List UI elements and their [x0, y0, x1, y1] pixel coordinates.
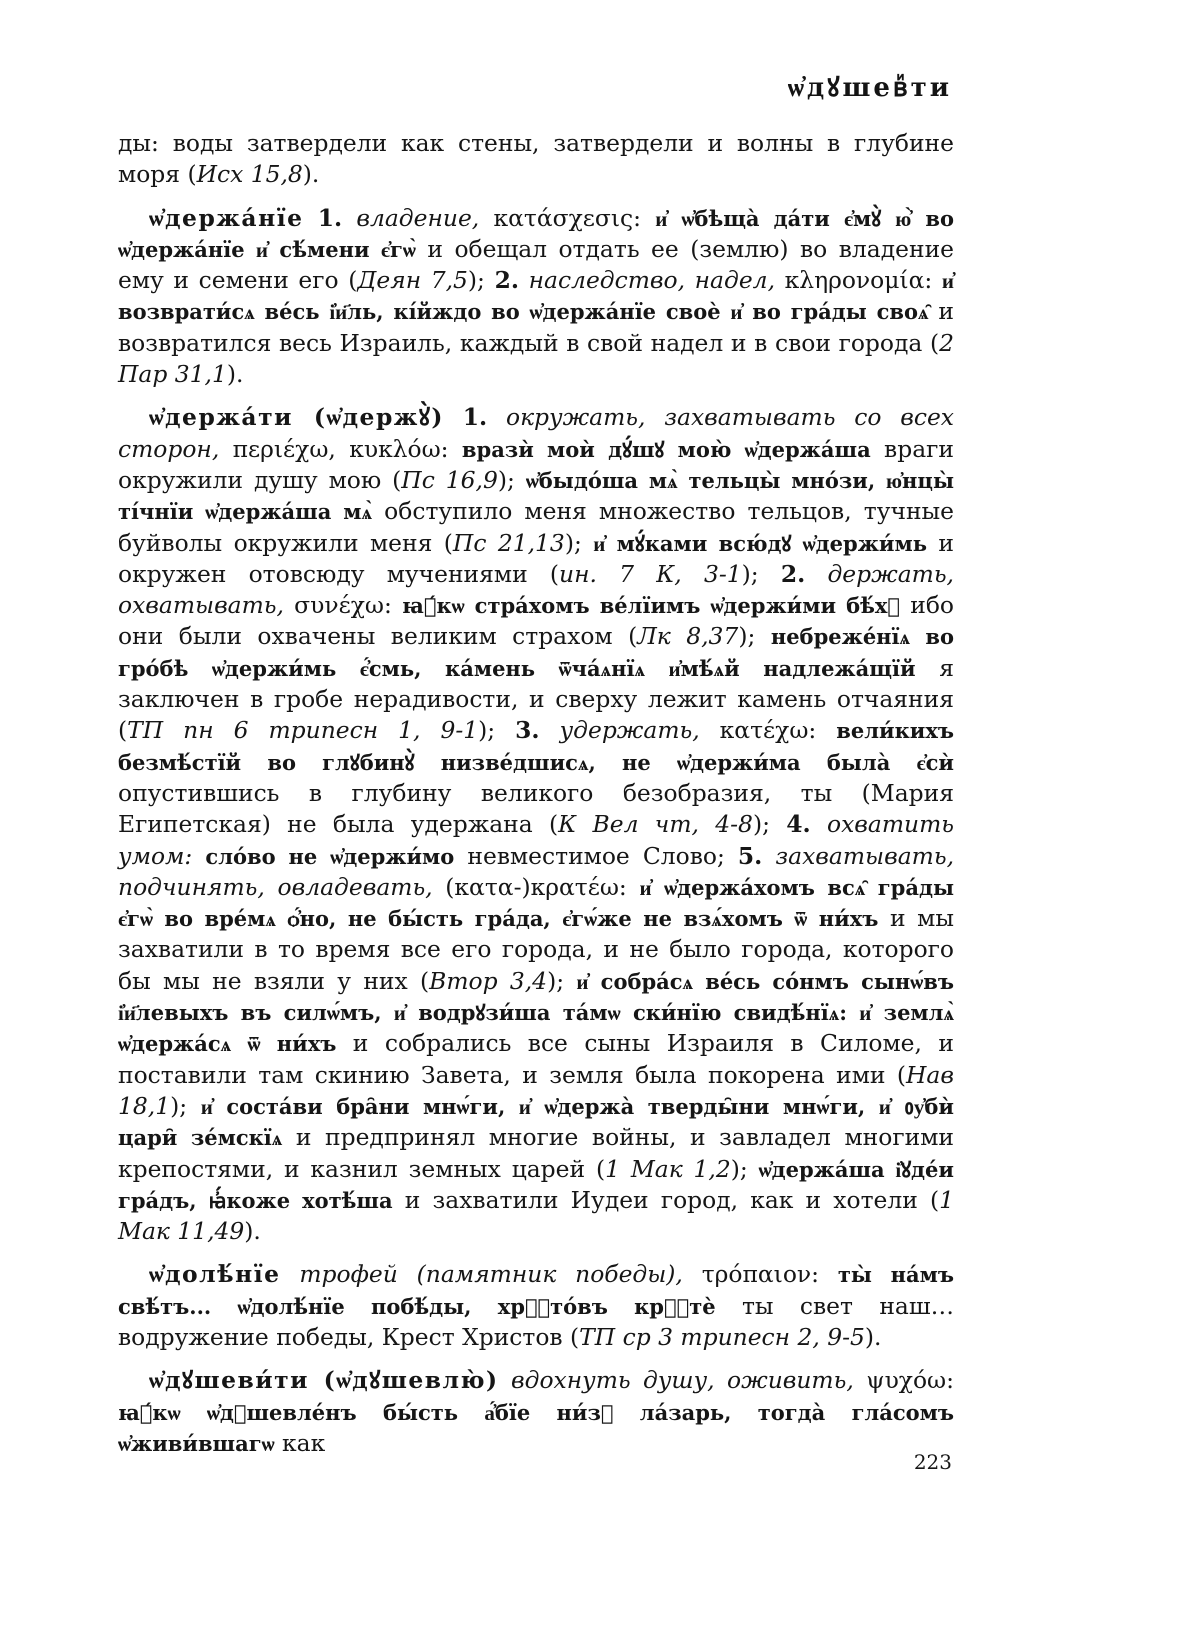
text-run: κληρονομία:	[775, 266, 942, 295]
text-run: ды: воды затвердели как стены, затвердели и волны в глубине моря (	[118, 129, 954, 189]
gloss-italic: К Вел чт, 4-8	[558, 810, 753, 839]
text-run: опустившись в глубину великого безобразия, ты (Мария Египетская) не была удержана (	[118, 778, 954, 839]
dictionary-entry	[118, 1365, 954, 1459]
slavonic-quote: небреже́нїѧ во гро́бѣ ѡ҆держи́мь є҆́смь, ка́мень ѿча́ѧнїѧ и҆мѣ́ѧй надлежа́щїй	[118, 624, 954, 681]
text-run: κατέχω:	[699, 716, 837, 745]
text-run: );	[741, 559, 781, 588]
dictionary-entry	[118, 402, 954, 1247]
gloss-italic: Лк 8,37	[637, 622, 739, 651]
text-run: συνέχω:	[283, 591, 403, 620]
gloss-italic: держать, охватывать,	[118, 559, 954, 620]
text-run: и собрались все сыны Израиля в Силоме, и поставили там скинию Завета, и земля была покорена ими (	[118, 1029, 954, 1089]
gloss-italic: Нав 18,1	[118, 1060, 954, 1120]
text-run: и окружен отовсюду мучениями (	[118, 528, 954, 588]
gloss-italic: Втор 3,4	[429, 966, 548, 995]
dictionary-entry	[118, 203, 954, 391]
text-run	[192, 842, 205, 870]
sense-number: 4.	[786, 810, 811, 839]
text-run: и возвратился весь Израиль, каждый в свой надел и в свои города (	[118, 297, 954, 357]
entry-headword: ѡ҆держа́ти (ѡ҆держꙋ̀)	[149, 403, 444, 432]
gloss-italic: ТП ср 3 трипесн 2, 9-5	[579, 1322, 865, 1351]
gloss-italic: Деян 7,5	[357, 266, 468, 295]
text-run: );	[730, 1154, 759, 1183]
text-run: и предпринял многие войны, и завладел многими крепостями, и казнил земных царей (	[118, 1123, 954, 1183]
gloss-italic: удержать,	[559, 716, 700, 745]
text-run: враги окружили душу мою (	[118, 434, 954, 494]
text-run: κατάσχεσις:	[479, 203, 656, 232]
text-run: );	[738, 622, 771, 651]
gloss-italic: окружать, захватывать со всех сторон,	[118, 403, 954, 463]
slavonic-quote: вразѝ моѝ дꙋ́шꙋ мою̀ ѡ҆держа́ша	[461, 436, 871, 462]
slavonic-quote: и҆ ѡ҆бѣща̀ да́ти є҆мꙋ̀ ю҆̀ во ѡ҆держа́нїе и҆ сѣ́мени є҆гѡ̀	[118, 205, 954, 262]
text-run: (κατα-)κρατέω:	[432, 872, 640, 901]
sense-number: 2.	[494, 266, 519, 295]
text-run: );	[478, 716, 516, 745]
slavonic-quote: и҆ возврати́сѧ ве́сь і҆и҃ль, кі́йждо во ѡ҆держа́нїе своѐ и҆ во гра́ды своѧ̑	[118, 268, 955, 325]
sense-number: 2.	[780, 559, 806, 588]
text-run: обступило меня множество тельцов, тучные буйволы окружили меня (	[118, 497, 954, 557]
text-run	[762, 842, 775, 870]
text-run	[519, 266, 529, 294]
text-run: );	[497, 465, 526, 494]
text-run	[487, 403, 506, 431]
dictionary-entry	[118, 1259, 954, 1353]
slavonic-quote: ꙗ҆́кѡ ѡ҆дꙋшевле́нъ бы́сть а҆́бїе ни́зꙋ ла́зарь, тогда̀ гла́сомъ ѡ҆живи́вшагѡ	[118, 1399, 954, 1456]
text-run: );	[564, 528, 594, 557]
text-run: как	[274, 1428, 326, 1457]
gloss-italic: вдохнуть душу, оживить,	[511, 1366, 854, 1395]
gloss-italic: владение,	[356, 203, 480, 232]
text-run: невместимое Слово;	[454, 841, 738, 870]
text-run: );	[170, 1091, 201, 1120]
gloss-italic: Пс 16,9	[401, 465, 498, 494]
text-run	[811, 810, 827, 838]
text-run: и захватили Иудеи город, как и хотели (	[392, 1185, 940, 1214]
text-run: я заключен в гробе нерадивости, и сверху лежит камень отчаяния (	[118, 653, 954, 745]
text-run	[342, 204, 356, 232]
slavonic-quote: ѡ҆держа́ша і҆ꙋде́и гра́дъ, ꙗ҆́коже хотѣ́ша	[118, 1156, 954, 1213]
text-run: ).	[302, 160, 320, 189]
sense-number: 5.	[737, 841, 763, 870]
text-run: ).	[244, 1217, 261, 1246]
dictionary-entry	[118, 128, 954, 191]
text-run: и мы захватили в то время все его города, и не было города, которого бы мы не взяли у них (	[118, 904, 954, 995]
text-run: );	[752, 810, 787, 839]
page-number: 223	[913, 1450, 952, 1474]
text-run: и обещал отдать ее (землю) во владение ему и семени его (	[118, 234, 955, 295]
gloss-italic: 1 Мак 11,49	[118, 1185, 954, 1246]
slavonic-quote: ꙗ҆́кѡ стра́хомъ ве́лїимъ ѡ҆держи́ми бѣ́хꙋ	[402, 593, 901, 619]
text-run: );	[467, 266, 495, 295]
gloss-italic: охватить умом:	[118, 810, 954, 870]
text-run	[805, 560, 827, 588]
text-run: ).	[864, 1322, 882, 1351]
gloss-italic: 1 Мак 1,2	[605, 1154, 731, 1183]
gloss-italic: Исх 15,8	[196, 160, 303, 189]
slavonic-quote: ѡ҆быдо́ша мѧ̀ тельцы̀ мно́зи, ю҆нцы̀ ті́чнїи ѡ҆держа́ша мѧ̀	[118, 467, 954, 525]
text-run: ).	[226, 360, 244, 389]
gloss-italic: трофей (памятник победы),	[299, 1260, 683, 1289]
text-run: ψυχόω:	[853, 1366, 955, 1395]
slavonic-quote: и҆ ѡ҆держа́хомъ всѧ̑ гра́ды є҆гѡ̀ во вре́мѧ ѻ҆́но, не бы́сть гра́да, є҆гѡ́же не взѧ́хомъ ѿ ни́хъ	[118, 874, 954, 932]
running-head: ѡ҆дꙋшевꙵти	[787, 73, 952, 103]
sense-number: 1.	[317, 203, 343, 232]
text-run: τρόπαιον:	[682, 1260, 838, 1289]
entry-headword: ѡ҆дꙋшеви́ти (ѡ҆дꙋшевлю̀)	[149, 1366, 499, 1395]
slavonic-quote: ты̀ на́мъ свѣ́тъ... ѡ҆долѣ́нїе побѣ́ды, хрⷭ҇то́въ крⷭ҇тѐ	[118, 1262, 954, 1319]
slavonic-quote: вели́кихъ безмѣ́стїй во глꙋбинꙋ̀ низве́дшисѧ, не ѡ҆держи́ма была̀ є҆сѝ	[118, 718, 954, 775]
slavonic-quote: и҆ соста́ви бра̑ни мнѡ́ги, и҆ ѡ҆держа̀ тверды̑ни мнѡ́ги, и҆ ᲂу҆бѝ цари̑ зе́мскїѧ	[118, 1093, 954, 1151]
slavonic-quote: и҆ собра́сѧ ве́сь со́нмъ сынѡ́въ і҆и҃левыхъ въ силѡ́мъ, и҆ водрꙋзи́ша та́мѡ ски́нїю свидѣ́нїѧ: и҆ землѧ̀ ѡ҆держа́сѧ ѿ ни́хъ	[118, 968, 954, 1057]
body-text	[118, 128, 954, 1471]
gloss-italic: ТП пн 6 трипесн 1, 9-1	[127, 716, 479, 745]
sense-number: 1.	[462, 403, 488, 432]
sense-number: 3.	[515, 716, 540, 745]
slavonic-quote: сло́во не ѡ҆держи́мо	[205, 843, 455, 869]
slavonic-quote: и҆ мꙋ́ками всю́дꙋ ѡ҆держи́мь	[593, 530, 927, 556]
text-run: ибо они были охвачены великим страхом (	[118, 591, 954, 651]
text-run: ты свет наш… водружение победы, Крест Христов (	[118, 1291, 955, 1351]
gloss-italic: наследство, надел,	[528, 266, 776, 295]
text-run	[540, 716, 560, 744]
gloss-italic: ин. 7 К, 3-1	[559, 559, 742, 588]
text-run: περιέχω, κυκλόω:	[219, 434, 462, 463]
gloss-italic: захватывать, подчинять, овладевать,	[118, 841, 954, 901]
text-run: );	[547, 966, 577, 995]
entry-headword: ѡ҆держа́нїе	[149, 203, 304, 232]
entry-headword: ѡ҆долѣ́нїе	[149, 1260, 281, 1289]
gloss-italic: 2 Пар 31,1	[118, 328, 954, 389]
gloss-italic: Пс 21,13	[452, 528, 565, 557]
